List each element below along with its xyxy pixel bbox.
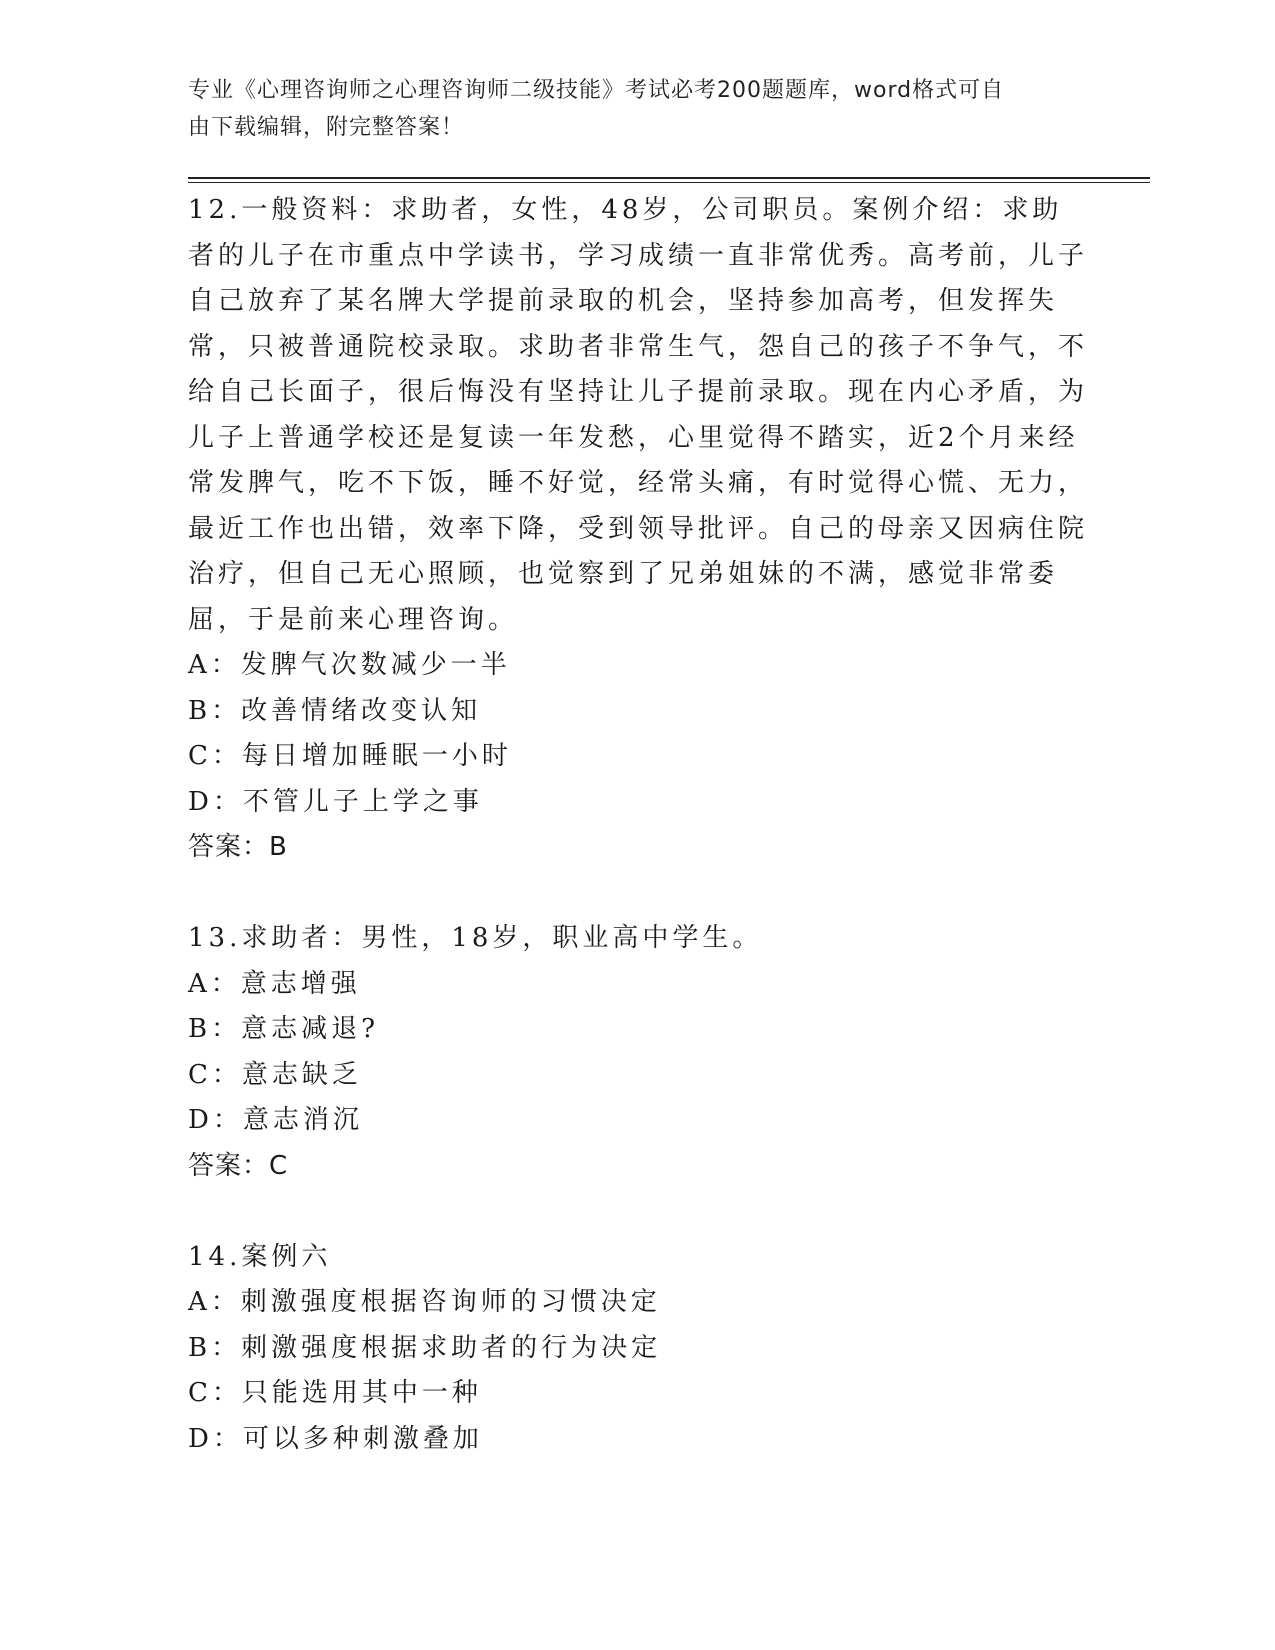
- option-d: D：可以多种刺激叠加: [188, 1423, 483, 1454]
- option-c: C：意志缺乏: [188, 1059, 362, 1090]
- question-13: [188, 916, 1088, 1189]
- spacer: [188, 871, 1088, 917]
- option-d: D：不管儿子上学之事: [188, 786, 483, 817]
- answer-line: 答案：B: [188, 832, 288, 862]
- question-14: [188, 1235, 1088, 1463]
- header-divider-thin: [188, 182, 1150, 183]
- header-line-2: 由下载编辑，附完整答案！: [188, 115, 465, 140]
- option-b: B：改善情绪改变认知: [188, 695, 482, 726]
- option-c: C：每日增加睡眠一小时: [188, 741, 512, 771]
- answer-line: 答案：C: [188, 1150, 289, 1181]
- option-b: B：意志减退?: [188, 1014, 380, 1044]
- option-a: A：发脾气次数减少一半: [188, 650, 511, 680]
- question-text: 12.一般资料：求助者，女性，48岁，公司职员。案例介绍：求助者的儿子在市重点中学读书，学习成绩一直非常优秀。高考前，儿子自己放弃了某名牌大学提前录取的机会，坚持参加高考，但发挥失常，只被普通院校录取。求助者非常生气，怨自己的孩子不争气，不给自己长面子，很后悔没有坚持让儿子提前录取。现在内心矛盾，为儿子上普通学校还是复读一年发愁，心里觉得不踏实，近2个月来经常发脾气，吃不下饭，睡不好觉，经常头痛，有时觉得心慌、无力，最近工作也出错，效率下降，受到领导批评。自己的母亲又因病住院治疗，但自己无心照顾，也觉察到了兄弟姐妹的不满，感觉非常委屈，于是前来心理咨询。: [188, 195, 1089, 635]
- header-divider-thick: [188, 177, 1150, 179]
- header-line-1: 专业《心理咨询师之心理咨询师二级技能》考试必考200题题库，word格式可自: [188, 78, 1005, 103]
- option-a: A：刺激强度根据咨询师的习惯决定: [188, 1287, 661, 1317]
- question-list: [188, 188, 1088, 1462]
- question-text: 14.案例六: [188, 1241, 332, 1272]
- spacer: [188, 1189, 1088, 1235]
- question-text: 13.求助者：男性，18岁，职业高中学生。: [188, 923, 763, 953]
- option-a: A：意志增强: [188, 968, 361, 999]
- option-c: C：只能选用其中一种: [188, 1378, 482, 1408]
- document-header: [188, 72, 1088, 146]
- option-d: D：意志消沉: [188, 1105, 363, 1135]
- option-b: B：刺激强度根据求助者的行为决定: [188, 1332, 662, 1363]
- question-12: [188, 188, 1088, 871]
